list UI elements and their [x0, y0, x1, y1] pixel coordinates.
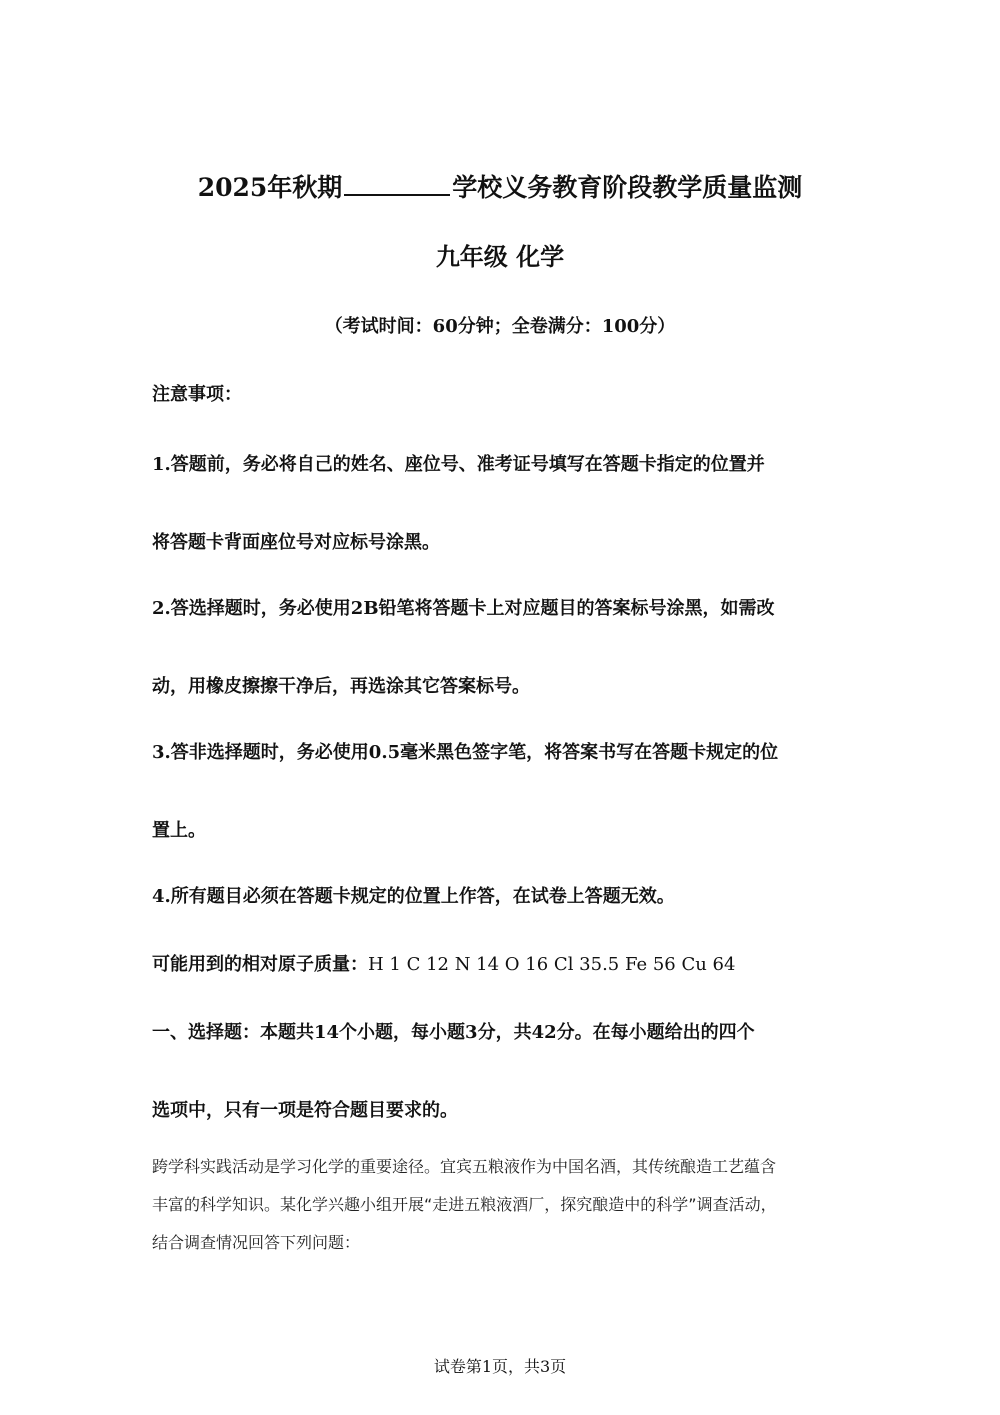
title-suffix: 学校义务教育阶段教学质量监测 — [452, 173, 803, 202]
notice-item-2-line-1: 2.答选择题时，务必使用2B铅笔将答题卡上对应题目的答案标号涂黑，如需改 — [152, 598, 775, 619]
exam-time-score-info: （考试时间：60分钟；全卷满分：100分） — [324, 316, 676, 337]
atomic-mass-label: 可能用到的相对原子质量： — [152, 954, 368, 975]
school-name-blank — [344, 170, 450, 196]
passage-line-3: 结合调查情况回答下列问题： — [152, 1233, 361, 1252]
notice-item-1-line-1: 1.答题前，务必将自己的姓名、座位号、准考证号填写在答题卡指定的位置并 — [152, 454, 765, 475]
section-1-heading-line-1: 一、选择题：本题共14个小题，每小题3分，共42分。在每小题给出的四个 — [152, 1022, 755, 1043]
notice-item-3-line-2: 置上。 — [152, 820, 206, 841]
notice-item-4: 4.所有题目必须在答题卡规定的位置上作答，在试卷上答题无效。 — [152, 886, 675, 907]
exam-title — [0, 170, 1000, 205]
notice-item-2-line-2: 动，用橡皮擦擦干净后，再选涂其它答案标号。 — [152, 676, 530, 697]
passage-line-2: 丰富的科学知识。某化学兴趣小组开展“走进五粮液酒厂，探究酿造中的科学”调查活动， — [152, 1195, 777, 1214]
page-footer: 试卷第1页，共3页 — [433, 1357, 567, 1376]
notice-item-1-line-2: 将答题卡背面座位号对应标号涂黑。 — [152, 532, 440, 553]
passage-line-1: 跨学科实践活动是学习化学的重要途径。宜宾五粮液作为中国名酒，其传统酿造工艺蕴含 — [152, 1157, 777, 1176]
section-1-heading-line-2: 选项中，只有一项是符合题目要求的。 — [152, 1100, 458, 1121]
title-prefix: 2025年秋期 — [197, 173, 343, 202]
notice-item-3-line-1: 3.答非选择题时，务必使用0.5毫米黑色签字笔，将答案书写在答题卡规定的位 — [152, 742, 779, 763]
notice-heading: 注意事项： — [152, 384, 242, 405]
atomic-mass-values: H 1 C 12 N 14 O 16 Cl 35.5 Fe 56 Cu 64 — [368, 954, 736, 975]
atomic-mass-line — [152, 952, 872, 978]
exam-subtitle: 九年级 化学 — [435, 242, 565, 271]
